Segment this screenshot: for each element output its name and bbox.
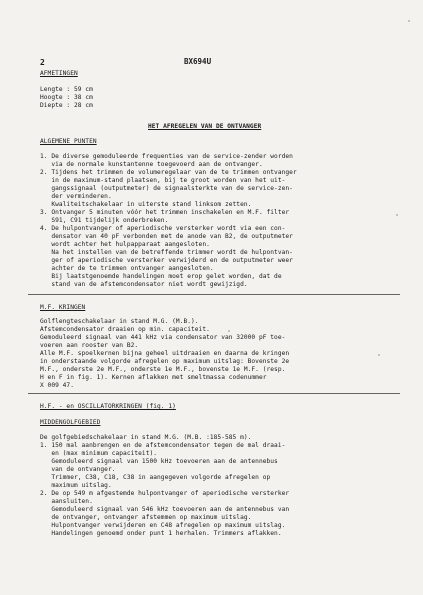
algemene-line: Na het instellen van de betreffende trimmer wordt de hulpontvan- [40,249,293,256]
algemene-line: 2. Tijdens het trimmen de volumeregelaar van de te trimmen ontvanger [40,169,297,176]
afmetingen-heading: AFMETINGEN [40,70,78,77]
scan-speck [396,214,398,216]
mf-line: X 009 47. [40,382,74,389]
hf-line: en (max minimum capaciteit). [40,450,158,457]
scan-speck [408,20,410,22]
algemene-line: via de normale kunstantenne toegevoerd aan de ontvanger. [40,161,263,168]
hf-line: maximum uitslag. [40,482,112,489]
algemene-line: ger of aperiodische versterker verwijderd en de outputmeter weer [40,257,293,264]
algemene-line: 1. De diverse gemoduleerde frequenties van de service-zender worden [40,153,293,160]
hf-line: Handelingen genoemd onder punt 1 herhalen. Trimmers aflakken. [40,530,282,537]
hf-line: de ontvanger, ontvanger afstemmen op maximum uitslag. [40,514,252,521]
scan-speck [228,330,230,332]
algemene-line: achter de te trimmen ontvanger aangesloten. [40,265,214,272]
section-title: HET AFREGELEN VAN DE ONTVANGER [148,123,262,130]
scan-speck [378,354,380,356]
hf-line: aansluiten. [40,498,93,505]
hf-line: 2. De op 549 m afgestemde hulpontvanger of aperiodische versterker [40,490,290,497]
mf-line: Gemoduleerd signaal van 441 kHz via condensator van 32000 pF toe- [40,334,286,341]
page-number: 2 [40,58,45,67]
model-code: BX694U [184,57,212,66]
mf-line: in onderstaande volgorde afregelen op maximum uitslag: Bovenste 2e [40,358,290,365]
algemene-line: S91, C91 tijdelijk onderbreken. [40,217,169,224]
hf-heading: H.F. - en OSCILLATORKRINGEN (fig. 1) [40,403,176,410]
algemene-line: in de maximum-stand plaatsen, bij te groot worden van het uit- [40,177,286,184]
mf-line: H en F in fig. 1). Kernen aflakken met smeltmassa codenummer [40,374,267,381]
hf-line: De golfgebiedschakelaar in stand M.G. (M.B. :185-585 m). [40,434,252,441]
divider [28,294,400,295]
algemene-heading: ALGEMENE PUNTEN [40,138,97,145]
hf-line: van de ontvanger. [40,466,116,473]
divider [28,393,400,394]
hf-line: Gemoduleerd signaal van 546 kHz toevoeren aan de antennebus van [40,506,290,513]
hf-line: Gemoduleerd signaal van 1500 kHz toevoeren aan de antennebus [40,458,278,465]
mf-line: Alle M.F. spoelkernen bijna geheel uitdraaien en daarna de kringen [40,350,290,357]
hf-subheading: MIDDENGOLFGEBIED [40,419,101,426]
algemene-line: der verminderen. [40,193,112,200]
algemene-line: Kwaliteitschakelaar in uiterste stand linksom zetten. [40,201,252,208]
algemene-line: 4. De hulpontvanger of aperiodische versterker wordt via een con- [40,225,286,232]
algemene-line: stand van de afstemcondensator niet wordt gewijzigd. [40,281,248,288]
mf-line: M.F., onderste 2e M.F., onderste 1e M.F., bovenste 1e M.F. (resp. [40,366,286,373]
hf-line: Trimmer, C38, C18, C38 in aangegeven volgorde afregelen op [40,474,271,481]
algemene-line: densator van 40 pF verbonden met de anode van B2, de outputmeter [40,233,293,240]
algemene-line: 3. Ontvanger 5 minuten vóór het trimmen inschakelen en M.F. filter [40,209,290,216]
algemene-line: gangssignaal (outputmeter) de signaalsterkte van de service-zen- [40,185,293,192]
dimension-length: Lengte : 59 cm [40,86,93,93]
algemene-line: Bij laatstgenoemde handelingen moet erop gelet worden, dat de [40,273,282,280]
hf-line: 1. 150 mal aanbrengen en de afstemcondensator tegen de mal draai- [40,442,286,449]
mf-heading: M.F. KRINGEN [40,304,86,311]
hf-line: Hulpontvanger verwijderen en C48 afregelen op maximum uitslag. [40,522,286,529]
dimension-depth: Diepte : 28 cm [40,102,93,109]
mf-line: voeren aan rooster van B2. [40,342,139,349]
mf-line: Golflengteschakelaar in stand M.G. (M.B.). [40,318,199,325]
algemene-line: wordt achter het hulpapparaat aangesloten. [40,241,210,248]
dimension-height: Hoogte : 38 cm [40,94,93,101]
mf-line: Afstemcondensator draaien op min. capaciteit. [40,326,210,333]
